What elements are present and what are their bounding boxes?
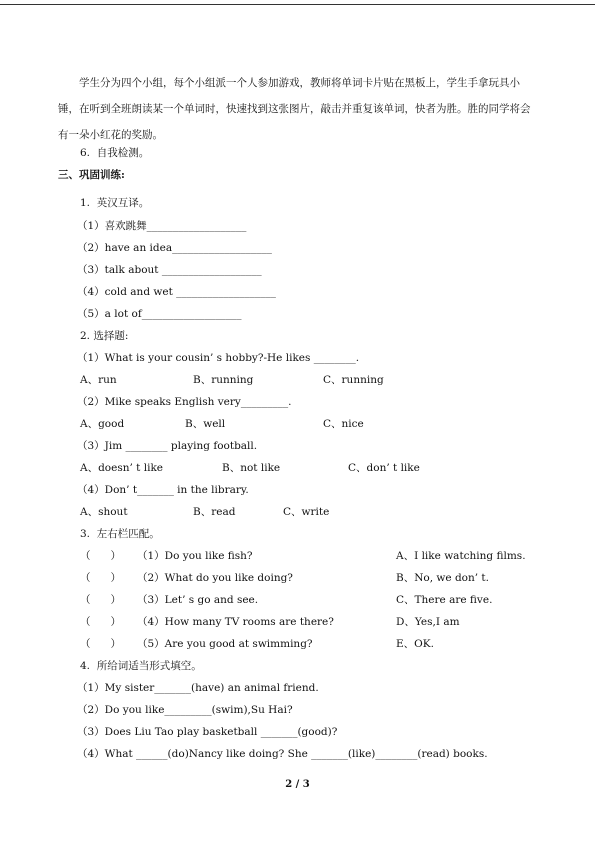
- q2-option: B、running: [193, 374, 254, 386]
- q2-option: C、nice: [323, 418, 364, 430]
- q2-option: A、run: [80, 374, 117, 386]
- q3-right: D、Yes,I am: [396, 616, 460, 628]
- q2-stem: （2）Mike speaks English very_________.: [77, 396, 292, 408]
- q1-item: （1）喜欢跳舞___________________: [77, 220, 247, 232]
- q3-left: （1）Do you like fish?: [137, 550, 253, 562]
- page-number: 2 / 3: [285, 779, 310, 790]
- q3-title: 3. 左右栏匹配。: [80, 528, 160, 540]
- q3-right: A、I like watching films.: [396, 550, 526, 562]
- q2-option: C、running: [323, 374, 384, 386]
- q1-item: （2）have an idea___________________: [77, 242, 272, 254]
- q4-item: （2）Do you like_________(swim),Su Hai?: [77, 704, 293, 716]
- step-6: 6. 自我检测。: [80, 147, 150, 159]
- q2-stem: （1）What is your cousin’ s hobby?-He likes ________.: [77, 352, 360, 364]
- q2-option: B、not like: [222, 462, 281, 474]
- q1-title: 1. 英汉互译。: [80, 197, 150, 209]
- q1-item: （3）talk about ___________________: [77, 264, 262, 276]
- q2-option: A、good: [80, 418, 125, 430]
- q4-title: 4. 所给词适当形式填空。: [80, 660, 202, 672]
- q4-item: （1）My sister_______(have) an animal friend.: [77, 682, 319, 694]
- q3-blank: （ ）: [80, 572, 122, 584]
- q2-title: 2. 选择题:: [80, 330, 129, 342]
- header-rule: [0, 4, 595, 5]
- q3-blank: （ ）: [80, 638, 122, 650]
- q2-option: B、read: [193, 506, 236, 518]
- q2-option: C、write: [283, 506, 330, 518]
- q3-left: （4）How many TV rooms are there?: [137, 616, 334, 628]
- intro-paragraph: 学生分为四个小组，每个小组派一个人参加游戏，教师将单词卡片贴在黑板上，学生手拿玩具小锤，在听到全班朗读某一个单词时，快速找到这张图片，敲击并重复该单词，快者为胜。胜的同学将会有一朵小红花的奖励。: [58, 77, 531, 141]
- q3-right: B、No, we don’ t.: [396, 572, 489, 584]
- q1-item: （5）a lot of___________________: [77, 308, 242, 320]
- q3-left: （5）Are you good at swimming?: [137, 638, 313, 650]
- q4-item: （4）What ______(do)Nancy like doing? She _______(like)________(read) books.: [77, 748, 488, 760]
- q2-option: C、don’ t like: [348, 462, 420, 474]
- q3-blank: （ ）: [80, 550, 122, 562]
- q2-option: A、shout: [80, 506, 128, 518]
- q2-stem: （4）Don’ t_______ in the library.: [77, 484, 249, 496]
- q2-option: A、doesn’ t like: [80, 462, 164, 474]
- q3-blank: （ ）: [80, 594, 122, 606]
- q3-left: （3）Let’ s go and see.: [137, 594, 259, 606]
- q2-option: B、well: [185, 418, 226, 430]
- q4-item: （3）Does Liu Tao play basketball _______(good)?: [77, 726, 338, 738]
- q1-item: （4）cold and wet ___________________: [77, 286, 276, 298]
- q3-right: C、There are five.: [396, 594, 493, 606]
- q3-left: （2）What do you like doing?: [137, 572, 293, 584]
- section-3-title: 三、巩固训练:: [58, 169, 125, 181]
- q2-stem: （3）Jim ________ playing football.: [77, 440, 258, 452]
- q3-right: E、OK.: [396, 638, 434, 650]
- q3-blank: （ ）: [80, 616, 122, 628]
